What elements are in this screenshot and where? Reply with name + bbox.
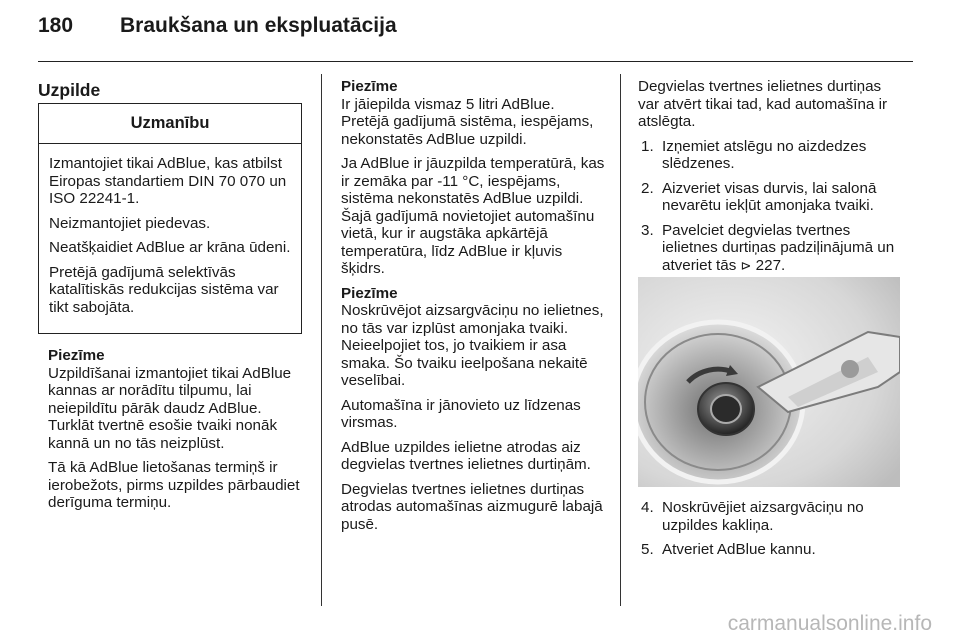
note-paragraph: Tā kā AdBlue lietošanas termiņš ir ierobežots, pirms uzpildes pārbaudiet derīguma termiņu. [48,459,300,511]
header-rule [38,61,913,62]
warning-title: Uzmanību [39,104,301,144]
list-item [638,222,904,275]
list-item [638,138,904,173]
step-number: 2. [641,179,654,197]
col1-note [48,347,306,519]
section-title: Uzpilde [38,80,101,100]
step-number: 1. [641,137,654,155]
warning-paragraph: Pretējā gadījumā selektīvās katalītiskās redukcijas sistēma var tikt sabojāta. [49,263,279,316]
col3-top [638,78,904,281]
list-item [638,541,904,559]
column-divider [620,74,621,606]
warning-paragraph: Neatšķaidiet AdBlue ar krāna ūdeni. [49,239,291,256]
watermark: carmanualsonline.info [727,612,932,635]
note-paragraph: Ir jāiepilda vismaz 5 litri AdBlue. Pretējā gadījumā sistēma, iespējams, nekonstatēs AdBlue uzpildi. [341,95,594,148]
step-text: Noskrūvējiet aizsargvāciņu no uzpildes kakliņa. [662,499,864,534]
page-title: Braukšana un ekspluatācija [120,14,397,37]
step-text: Izņemiet atslēgu no aizdedzes slēdzenes. [662,137,867,172]
note-label: Piezīme [341,78,398,95]
step-number: 4. [641,499,654,516]
list-item [638,180,904,215]
note-paragraph: Noskrūvējot aizsargvāciņu no ielietnes, no tās var izplūst amonjaka tvaiki. Neieelpojiet tos, jo tvaikiem ir asa smaka. Šo tvaiku ieelpošana nekaitē veselībai. [341,302,604,389]
page-reference-icon: ⊳ [740,257,752,273]
body-paragraph: Automašīna ir jānovieto uz līdzenas virsmas. [341,396,581,431]
fuel-filler-illustration [638,277,900,487]
step-text: Aizveriet visas durvis, lai salonā nevarētu iekļūt amonjaka tvaiki. [662,179,877,214]
warning-body [39,144,301,316]
col2 [341,78,606,540]
note-label: Piezīme [341,284,398,302]
intro-paragraph: Degvielas tvertnes ielietnes durtiņas var atvērt tikai tad, kad automašīna ir atslēgta. [638,78,888,130]
col3-bottom [638,499,904,566]
page-reference[interactable]: 227. [755,256,786,274]
note-paragraph: Ja AdBlue ir jāuzpilda temperatūrā, kas ir zemāka par -11 °C, iespējams, sistēma nekonstatēs AdBlue uzpildi. Šajā gadījumā novietojiet automašīnu vietā, kur ir augstāka apkārtējā temperatūra, līdz AdBlue ir kļuvis šķidrs. [341,155,605,277]
warning-box [38,103,302,334]
page-number: 180 [38,14,74,37]
step-text: Atveriet AdBlue kannu. [662,541,816,558]
body-paragraph: Degvielas tvertnes ielietnes durtiņas atrodas automašīnas aizmugurē labajā pusē. [341,480,603,533]
warning-paragraph: Izmantojiet tikai AdBlue, kas atbilst Eiropas standartiem DIN 70 070 un ISO 22241-1. [49,155,287,207]
steps-list [638,138,904,275]
list-item [638,499,904,534]
steps-list [638,499,904,559]
step-number: 3. [641,221,654,239]
note-label: Piezīme [48,347,105,364]
body-paragraph: AdBlue uzpildes ielietne atrodas aiz degvielas tvertnes ielietnes durtiņām. [341,438,591,473]
step-text: Pavelciet degvielas tvertnes ielietnes durtiņas padziļinājumā un atveriet tās [662,221,895,274]
column-divider [321,74,322,606]
fuel-filler-photo [638,277,900,487]
note-paragraph: Uzpildīšanai izmantojiet tikai AdBlue kannas ar norādītu tilpumu, lai neiepildītu pārāk daudz AdBlue. Turklāt tvertnē esošie tvaiki nonāk kannā un no tās neizplūst. [48,364,292,452]
step-number: 5. [641,541,654,558]
warning-paragraph: Neizmantojiet piedevas. [49,214,211,232]
